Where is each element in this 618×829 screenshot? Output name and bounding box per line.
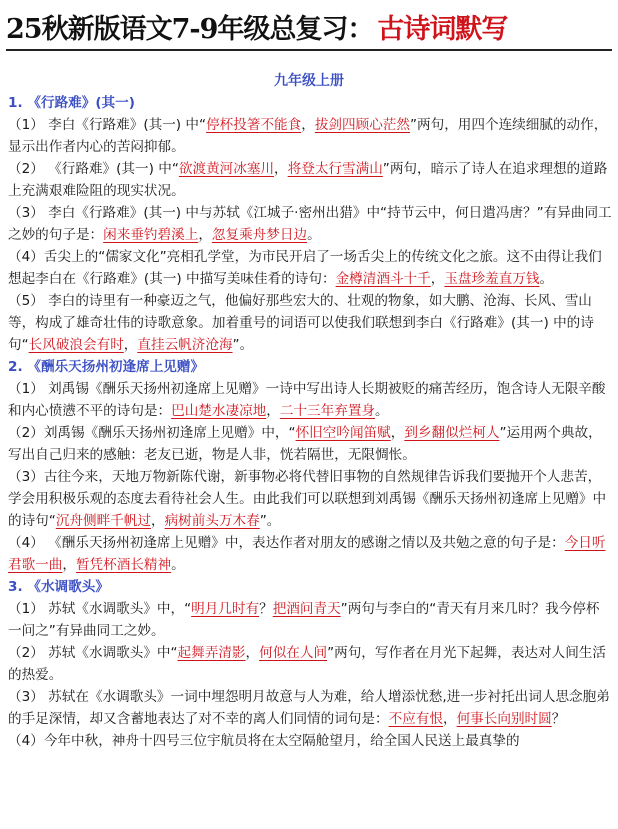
answer-text: 把酒问青天	[272, 601, 341, 617]
question-text: 。	[307, 227, 321, 243]
question-text: ，	[123, 337, 138, 353]
question-text: （1） 苏轼《水调歌头》中，“	[8, 601, 192, 617]
answer-text: 不应有恨	[388, 711, 443, 727]
question-text: ，	[443, 711, 457, 727]
question-text: 。	[375, 403, 389, 419]
question-text: ”两句与李白的“青天有月来几时？我今停杯一问之”有异曲同工之妙。	[8, 601, 600, 639]
question-text: （3） 李白《行路难》(其一) 中与苏轼《江城子·密州出猎》中“持节云中，何日遣冯唐？”有异曲同工之妙的句子是：	[8, 205, 612, 243]
answer-text: 欲渡黄河冰塞川	[178, 161, 275, 177]
question-text: ？	[551, 711, 566, 727]
question-paragraph	[8, 158, 612, 202]
question-text: ”两句，写作者在月光下起舞，表达对人间生活的热爱。	[8, 645, 606, 683]
section-heading: 3. 《水调歌头》	[8, 579, 109, 595]
question-paragraph	[8, 114, 612, 158]
question-paragraph	[8, 378, 612, 422]
page-title	[6, 6, 612, 46]
question-text: （4）今年中秋，神舟十四号三位宇航员将在太空隔舱望月，给全国人民送上最真挚的	[8, 733, 520, 749]
question-paragraph	[8, 532, 612, 576]
question-paragraph	[8, 246, 612, 290]
question-text: （3）古往今来，天地万物新陈代谢，新事物必将代替旧事物的自然规律告诉我们要抛开个人悲苦，学会用积极乐观的态度去看待社会人生。由此我们可以联想到刘禹锡《酬乐天扬州初逢席上见赠》中的诗句“	[8, 469, 607, 529]
question-text: ，	[266, 403, 280, 419]
question-paragraph	[8, 730, 612, 752]
question-text: （4）舌尖上的“儒家文化”亮相孔学堂，为市民开启了一场舌尖上的传统文化之旅。这不由得让我们想起李白在《行路难》(其一) 中描写美味佳肴的诗句：	[8, 249, 602, 287]
answer-text: 到乡翻似烂柯人	[404, 425, 500, 441]
answer-text: 将登太行雪满山	[287, 161, 383, 177]
question-text: （1） 刘禹锡《酬乐天扬州初逢席上见赠》一诗中写出诗人长期被贬的痛苦经历，饱含诗人无限辛酸和内心愤懑不平的诗句是：	[8, 381, 606, 419]
answer-text: 今日听君歌一曲	[8, 535, 606, 573]
answer-text: 忽复乘舟梦日边	[211, 227, 308, 243]
question-text: ”。	[232, 337, 254, 353]
answer-text: 金樽清酒斗十千	[335, 271, 431, 287]
answer-text: 直挂云帆济沧海	[137, 337, 233, 353]
question-paragraph	[8, 466, 612, 532]
question-text: ，	[62, 557, 76, 573]
title-accent: 古诗词默写	[377, 13, 508, 45]
question-text: ，	[390, 425, 405, 441]
answer-text: 何似在人间	[259, 645, 328, 661]
question-paragraph	[8, 642, 612, 686]
answer-text: 长风破浪会有时	[28, 337, 124, 353]
question-text: ”运用两个典故，写出自己归来的感触：老友已逝，物是人非，恍若隔世，无限惆怅。	[8, 425, 602, 463]
question-text: ，	[274, 161, 288, 177]
question-text: （4） 《酬乐天扬州初逢席上见赠》中，表达作者对朋友的感谢之情以及共勉之意的句子是：	[8, 535, 565, 551]
question-text: 。	[539, 271, 554, 287]
grade-heading: 九年级上册	[274, 73, 344, 89]
question-text: ”。	[259, 513, 281, 529]
question-paragraph	[8, 686, 612, 730]
question-text: ”两句，暗示了诗人在追求理想的道路上充满艰难险阻的现实状况。	[8, 161, 608, 199]
question-text: （2）刘禹锡《酬乐天扬州初逢席上见赠》中，“	[8, 425, 296, 441]
question-paragraph	[8, 422, 612, 466]
answer-text: 玉盘珍羞直万钱	[444, 271, 540, 287]
question-text: （5） 李白的诗里有一种豪迈之气，他偏好那些宏大的、壮观的物象，如大鹏、沧海、长风、雪山等，构成了雄奇壮伟的诗歌意象。加着重号的词语可以使我们联想到李白《行路难》(其一) 中的诗句“	[8, 293, 594, 353]
question-text: ？	[259, 601, 273, 617]
answer-text: 病树前头万木春	[164, 513, 260, 529]
section-heading: 2. 《酬乐天扬州初逢席上见赠》	[8, 359, 205, 375]
question-text: ，	[198, 227, 212, 243]
question-paragraph	[8, 598, 612, 642]
section-heading: 1. 《行路难》(其一)	[8, 95, 135, 111]
question-text: （1） 李白《行路难》(其一) 中“	[8, 117, 207, 133]
question-text: ，	[301, 117, 315, 133]
question-text: ”两句，用四个连续细腻的动作，显示出作者内心的苦闷抑郁。	[8, 117, 608, 155]
answer-text: 二十三年弃置身	[279, 403, 376, 419]
question-text: ，	[430, 271, 445, 287]
answer-text: 何事长向别时圆	[456, 711, 552, 727]
answer-text: 巴山楚水凄凉地	[171, 403, 267, 419]
answer-text: 暂凭杯酒长精神	[75, 557, 172, 573]
question-paragraph	[8, 202, 612, 246]
answer-text: 怀旧空吟闻笛赋	[295, 425, 391, 441]
answer-text: 起舞弄清影	[177, 645, 246, 661]
title-main: 25秋新版语文7-9年级总复习：	[6, 13, 374, 45]
question-paragraph	[8, 290, 612, 356]
question-text: （2） 苏轼《水调歌头》中“	[8, 645, 178, 661]
answer-text: 拔剑四顾心茫然	[314, 117, 410, 133]
question-text: 。	[171, 557, 185, 573]
answer-text: 明月几时有	[191, 601, 260, 617]
title-divider	[6, 49, 612, 51]
content-body	[8, 92, 612, 752]
question-text: ，	[245, 645, 260, 661]
answer-text: 沉舟侧畔千帆过	[55, 513, 151, 529]
answer-text: 停杯投箸不能食	[206, 117, 302, 133]
question-text: （2） 《行路难》(其一) 中“	[8, 161, 179, 177]
question-text: （3） 苏轼在《水调歌头》一词中埋怨明月故意与人为难，给人增添忧愁,进一步衬托出词人思念胞弟的手足深情，却又含蓄地表达了对不幸的离人们同情的词句是：	[8, 689, 610, 727]
question-text: ，	[150, 513, 165, 529]
answer-text: 闲来垂钓碧溪上	[103, 227, 199, 243]
